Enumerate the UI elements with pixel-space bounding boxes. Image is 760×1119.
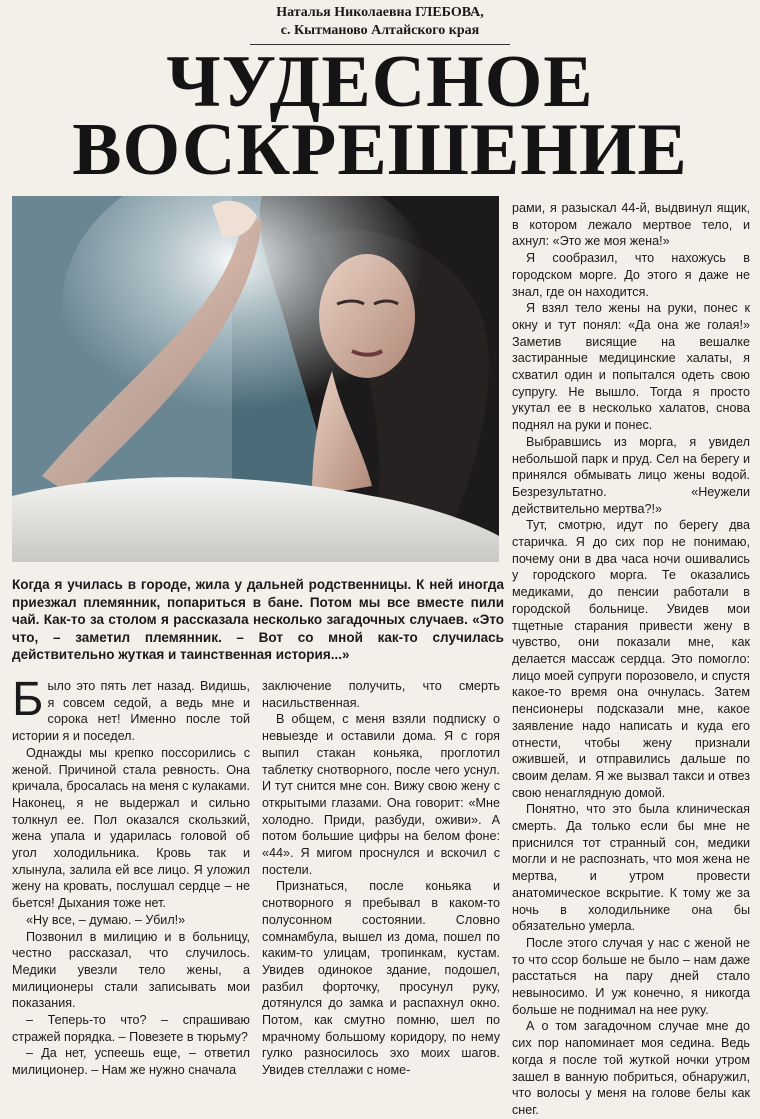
- drop-cap: Б: [12, 673, 44, 726]
- paragraph: Выбравшись из морга, я увидел небольшой парк и пруд. Сел на берегу и принялся обмывать лицо жены водой. Безрезультатно. «Неужели действительно мертва?!»: [512, 434, 750, 516]
- paragraph: – Теперь-то что? – спрашиваю стражей порядка. – Повезете в тюрьму?: [12, 1013, 250, 1044]
- paragraph: Тут, смотрю, идут по берегу два старичка. Я до сих пор не понимаю, почему они в два часа ночи ошивались у городского морга. Те оказались медиками, до пенсии работали в городской больнице. Увидев мои тщетные старания привести жену в чувство, они показали мне, как делается массаж сердца. Это помогло: лицо моей супруги порозовело, и спустя какое-то время она очнулась. Затем пенсионеры подсказали мне, какое заявление надо написать и куда его отнести, чтобы жену признали ожившей, и отправились дальше по своим делам. Я же вызвал такси и отвез свою ненаглядную домой.: [512, 518, 750, 800]
- byline: [250, 4, 510, 40]
- lead-paragraph: Когда я училась в городе, жила у дальней родственницы. К ней иногда приезжал племянник, попариться в бане. Потом мы все вместе пили чай. Как-то за столом я рассказала несколько загадочных случаев. «Это что, – заметил племянник. – Вот со мной как-то случилась действительно жуткая и таинственная история...»: [12, 577, 504, 662]
- title-line-1: ЧУДЕСНОЕ: [166, 41, 594, 123]
- text-column-2: [262, 678, 500, 1079]
- paragraph: Понятно, что это была клиническая смерть. Да только если бы мне не приснился тот странный сон, медики могли и не распознать, что моя жена не мертва, и утром провести анатомическое вскрытие. К тому же за ночь в холодильнике она бы обязательно умерла.: [512, 802, 750, 934]
- paragraph: Однажды мы крепко поссорились с женой. Причиной стала ревность. Она кричала, бросалась на меня с кулаками. Наконец, я не выдержал и сильно толкнул ее. Пол оказался скользкий, жена упала и ударилась головой об угол холодильника. Кровь так и хлынула, залила ей все лицо. Я уложил жену на кровать, послушал сердце – не бьется! Дыхания тоже нет.: [12, 745, 250, 911]
- paragraph: Я взял тело жены на руки, понес к окну и тут понял: «Да она же голая!» Заметив висящие на вешалке застиранные медицинские халаты, я схватил один и попытался одеть свою супругу. Не вышло. Тогда я просто укутал ее в несколько халатов, снова поднял на руки и понес.: [512, 301, 750, 433]
- photo-illustration: [12, 196, 499, 562]
- face-shape: [319, 254, 415, 378]
- text-column-3: [512, 200, 750, 1119]
- author-location: с. Кытманово Алтайского края: [280, 23, 480, 38]
- article-photo: [12, 196, 499, 562]
- title-line-2: ВОСКРЕШЕНИЕ: [72, 109, 688, 191]
- paragraph: А о том загадочном случае мне до сих пор напоминает моя седина. Ведь когда я после той жуткой ночки утром зашел в ванную побриться, обнаружил, что волосы у меня на голове белы как снег.: [512, 1019, 750, 1117]
- paragraph: Я сообразил, что нахожусь в городском морге. До этого я даже не знал, где он находится.: [512, 251, 750, 299]
- article-title: [0, 41, 760, 191]
- paragraph: Было это пять лет назад. Видишь, я совсем седой, а ведь мне и сорока нет! Именно после той истории я и поседел.: [12, 673, 250, 744]
- author-name: Наталья Николаевна ГЛЕБОВА,: [276, 5, 484, 20]
- paragraph: Позвонил в милицию и в больницу, честно рассказал, что случилось. Медики увезли тело жены, а милиционеры стали записывать мои показания.: [12, 929, 250, 1011]
- paragraph: «Ну все, – думаю. – Убил!»: [26, 912, 186, 927]
- paragraph: – Да нет, успеешь еще, – ответил милиционер. – Нам же нужно сначала: [12, 1046, 250, 1078]
- text-column-1: [12, 673, 250, 1079]
- paragraph: После этого случая у нас с женой не то что ссор больше не было – нам даже расстаться на пару дней стало невыносимо. И уж конечно, я никогда больше не поднимал на нее руку.: [512, 935, 750, 1017]
- paragraph: рами, я разыскал 44-й, выдвинул ящик, в котором лежало мертвое тело, и ахнул: «Это же моя жена!»: [512, 201, 750, 249]
- paragraph: В общем, с меня взяли подписку о невыезде и оставили дома. Я с горя выпил стакан коньяка, проглотил таблетку снотворного, после чего уснул. И тут снится мне сон. Вижу свою жену с открытыми глазами. Она говорит: «Мне холодно. Приди, разбуди, оживи». А потом большие цифры на белом фоне: «44». Я мигом проснулся и вскочил с постели.: [262, 712, 500, 877]
- paragraph: Признаться, после коньяка и снотворного я пребывал в каком-то полусонном состоянии. Словно сомнамбула, вышел из дома, пошел по каким-то улицам, тропинкам, кустам. Увидев одинокое здание, подошел, разбил форточку, просунул руку, дотянулся до замка и распахнул окно. Потом, как смутно помню, шел по мрачному большому коридору, по нему гулко разносилось эхо моих шагов. Увидев стеллажи с номе-: [262, 879, 500, 1078]
- paragraph: заключение получить, что смерть насильственная.: [262, 679, 500, 710]
